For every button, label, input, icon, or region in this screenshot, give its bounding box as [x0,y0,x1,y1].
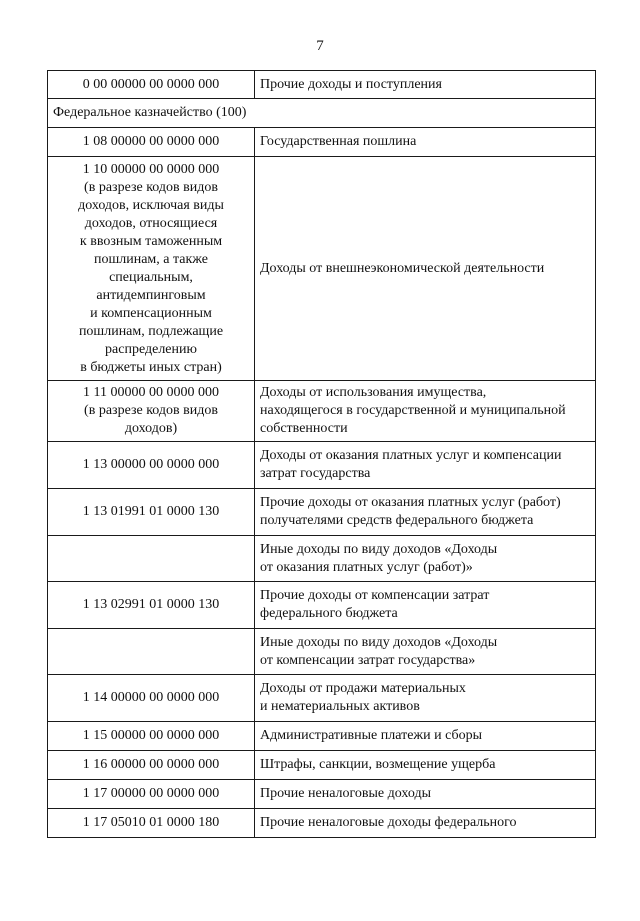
description-line: собственности [260,421,348,436]
description-line: Доходы от продажи материальных [260,681,466,696]
table-row [48,675,596,722]
description-line: и нематериальных активов [260,699,420,714]
code-cell [48,722,255,751]
code-line: 1 14 00000 00 0000 000 [82,690,220,705]
code-line: 1 13 00000 00 0000 000 [82,457,220,472]
code-line: специальным, [109,269,193,285]
page-number: 7 [316,38,324,54]
description-line: Иные доходы по виду доходов «Доходы [260,634,498,650]
code-cell [48,128,255,157]
code-line: 1 17 05010 01 0000 180 [82,815,220,830]
description-line: федерального бюджета [260,606,398,621]
description-cell [255,442,596,489]
description-line: Прочие неналоговые доходы федерального [260,815,517,830]
description-cell [255,536,596,582]
description-line: Прочие неналоговые доходы [260,786,432,801]
description-cell [255,381,596,442]
code-line: распределению [105,341,197,357]
code-line: 1 13 01991 01 0000 130 [82,504,220,519]
table-row [48,157,596,381]
code-cell [48,582,255,629]
code-cell [48,751,255,780]
description-line: Административные платежи и сборы [260,728,482,743]
code-line: 1 13 02991 01 0000 130 [82,597,220,612]
table-row [48,780,596,809]
description-line: Доходы от оказания платных услуг и компенсации [260,448,562,463]
code-line: антидемпинговым [96,287,206,303]
table-row [48,381,596,442]
code-cell [48,675,255,722]
code-line: (в разрезе кодов видов [84,403,218,418]
code-line: 1 10 00000 00 0000 000 [82,161,220,177]
table-body [48,71,596,838]
table-row [48,629,596,675]
code-line: 1 08 00000 00 0000 000 [82,134,220,149]
table-row [48,128,596,157]
description-line: от оказания платных услуг (работ)» [260,559,473,575]
description-cell [255,128,596,157]
code-cell [48,71,255,99]
table-row [48,442,596,489]
code-line: 1 16 00000 00 0000 000 [82,757,220,772]
description-line: Прочие доходы и поступления [260,76,442,92]
description-cell [255,809,596,838]
description-line: Доходы от использования имущества, [260,385,487,400]
code-cell [48,442,255,489]
section-title: Федеральное казначейство (100) [48,99,596,128]
code-cell [48,629,255,675]
description-line: Доходы от внешнеэкономической деятельности [260,260,545,276]
code-line: в бюджеты иных стран) [80,359,222,375]
table-row [48,489,596,536]
description-cell [255,157,596,381]
table-row [48,722,596,751]
code-line: и компенсационным [90,305,212,321]
code-line: 1 11 00000 00 0000 000 [83,385,219,400]
code-line: доходов) [124,421,178,436]
code-line: доходов, исключая виды [78,197,224,213]
table-row [48,71,596,99]
code-cell [48,780,255,809]
code-line: пошлинам, а также [93,251,209,267]
code-cell [48,809,255,838]
code-line: к ввозным таможенным [79,233,223,249]
description-cell [255,489,596,536]
table-row [48,582,596,629]
section-row [48,99,596,128]
code-line: (в разрезе кодов видов [84,179,218,195]
description-cell [255,71,596,99]
code-line: пошлинам, подлежащие [78,323,224,339]
description-cell [255,675,596,722]
description-line: Прочие доходы от компенсации затрат [260,588,490,603]
description-cell [255,629,596,675]
code-line: 0 00 00000 00 0000 000 [82,76,220,92]
code-line: 1 17 00000 00 0000 000 [82,786,220,801]
description-line: Иные доходы по виду доходов «Доходы [260,541,498,557]
code-cell [48,381,255,442]
table-row [48,751,596,780]
description-cell [255,722,596,751]
code-cell [48,489,255,536]
description-cell [255,582,596,629]
description-cell [255,780,596,809]
description-line: Государственная пошлина [260,134,417,149]
description-line: Прочие доходы от оказания платных услуг (работ) [260,495,561,510]
description-cell [255,751,596,780]
table-row [48,809,596,838]
code-cell [48,157,255,381]
description-line: затрат государства [260,466,371,481]
revenue-codes-table [47,70,596,838]
code-cell [48,536,255,582]
description-line: от компенсации затрат государства» [260,652,476,668]
code-line: доходов, относящиеся [84,215,218,231]
description-line: получателями средств федерального бюджета [260,513,534,528]
description-line: Штрафы, санкции, возмещение ущерба [260,757,496,772]
description-line: находящегося в государственной и муниципальной [260,403,566,418]
table-row [48,536,596,582]
code-line: 1 15 00000 00 0000 000 [82,728,220,743]
